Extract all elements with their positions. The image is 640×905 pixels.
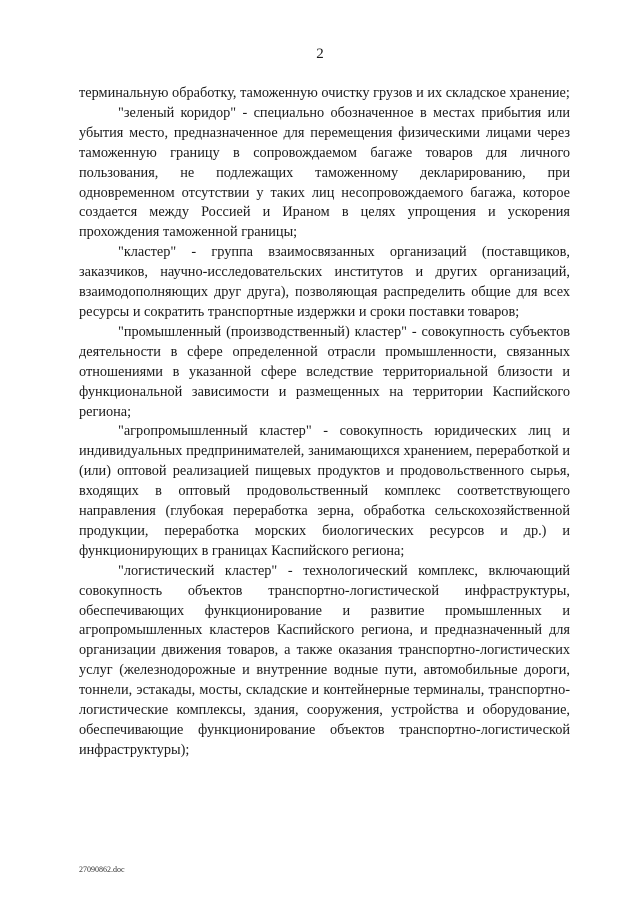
paragraph-cluster: "кластер" - группа взаимосвязанных организаций (поставщиков, заказчиков, научно-исследовательских институтов и других организаций, взаимодополняющих друг друга), позволяющая распределить общие для всех ресурсы и сократить транспортные издержки и сроки поставки товаров; <box>79 244 570 320</box>
paragraph-industrial-cluster: "промышленный (производственный) кластер" - совокупность субъектов деятельности в сфере определенной отрасли промышленности, связанных отношениями в указанной сфере вследствие территориальной близости и функциональной зависимости и размещенных на территории Каспийского региона; <box>79 323 570 420</box>
paragraph-green-corridor: "зеленый коридор" - специально обозначенное в местах прибытия или убытия место, предназначенное для перемещения физическими лицами через таможенную границу в сопровождаемом багаже товаров для личного пользования, не подлежащих таможенному декларированию, при одновременном отсутствии у таких лиц несопровождаемого багажа, которое создается между Россией и Ираном в целях упрощения и ускорения прохождения таможенной границы; <box>79 104 570 241</box>
paragraph-logistics-cluster: "логистический кластер" - технологический комплекс, включающий совокупность объектов транспортно-логистической инфраструктуры, обеспечивающих функционирование и развитие промышленных и агропромышленных кластеров Каспийского региона, и предназначенный для организации движения товаров, а также оказания транспортно-логистических услуг (железнодорожные и внутренние водные пути, автомобильные дороги, тоннели, эстакады, мосты, складские и контейнерные терминалы, транспортно-логистические комплексы, здания, сооружения, устройства и оборудование, обеспечивающие функционирование объектов транспортно-логистической инфраструктуры); <box>79 562 570 758</box>
paragraph-agro-cluster: "агропромышленный кластер" - совокупность юридических лиц и индивидуальных предпринимателей, занимающихся хранением, переработкой и (или) оптовой реализацией пищевых продуктов и продовольственного сырья, входящих в оптовый продовольственный комплекс соответствующего направления (глубокая переработка зерна, обработка сельскохозяйственной продукции, переработка морских биологических ресурсов и др.) и функционирующих в границах Каспийского региона; <box>79 423 570 559</box>
document-body <box>79 84 570 761</box>
footer-filename: 27090862.doc <box>79 865 125 874</box>
paragraph-continuation: терминальную обработку, таможенную очистку грузов и их складское хранение; <box>79 85 570 101</box>
page-number: 2 <box>316 46 324 62</box>
